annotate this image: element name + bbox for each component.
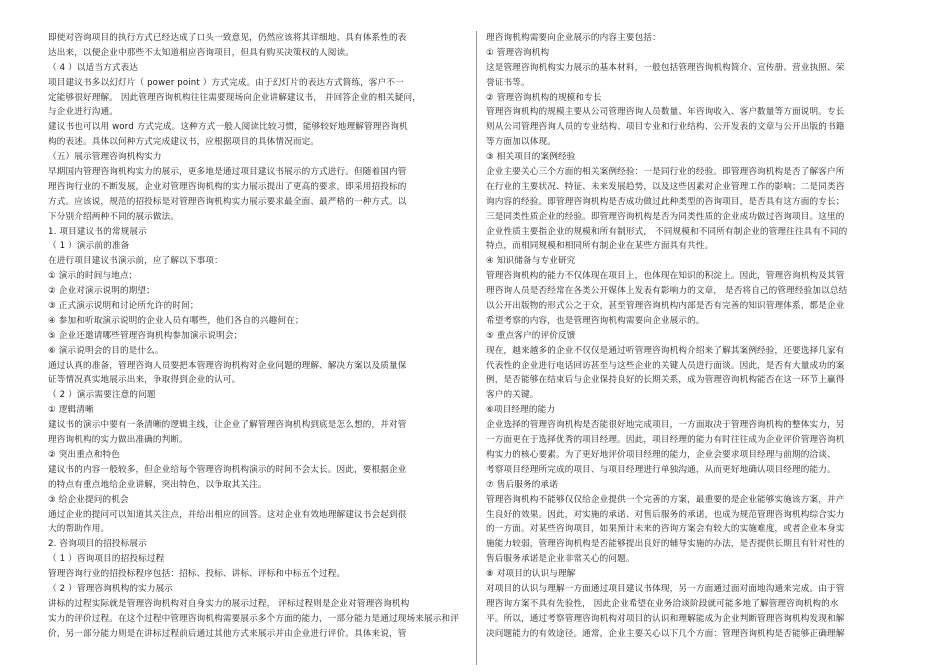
right-text-line: ② 管理咨询机构的规模和专长 [486,92,602,103]
right-text-line: 誉证书等。 [486,77,530,88]
column-divider [476,31,477,665]
left-text-line: 1. 项目建议书的常规展示 [48,226,147,237]
right-text-line: 理咨询人员是否经常在各类公开媒体上发表有影响力的文章， 是否将自己的管理经验加以总结 [486,286,848,297]
right-text-line: 等方面加以体现。 [486,137,556,148]
right-text-line: 管理咨询机构不能够仅仅给企业提供一个完善的方案，最重要的是企业能够实施该方案，并产 [486,494,845,505]
left-text-line: 理咨询行业的不断发展，企业对管理咨询机构的实力展示提出了更高的要求，即采用招投标的 [48,181,407,192]
right-text-line: 现在，越来越多的企业不仅仅是通过听管理咨询机构介绍来了解其案例经验，还要选择几家有 [486,345,845,356]
left-text-line: 下分别介绍两种不同的展示做法。 [48,211,180,222]
right-text-line: ⑥项目经理的能力 [486,405,556,416]
right-text-line: ④ 知识储备与专业研究 [486,256,576,267]
right-text-line: 在行业的主要状况、特征、未来发展趋势，以及这些因素对企业管理工作的影响；二是同类咨 [486,181,845,192]
right-text-line: ⑦ 售后服务的承诺 [486,479,558,490]
left-text-line: 方式。应该说，规范的招投标是对管理咨询机构实力展示要求最全面、最严格的一种方式。以 [48,196,407,207]
left-text-line: 项目建议书多以幻灯片（ power point ）方式完成。由于幻灯片的表达方式简练，客户不一 [48,77,404,88]
left-text-line: （ 2 ）演示需要注意的问题 [48,390,156,401]
left-text-line: 价，另一部分能力则是在讲标过程前后通过其他方式来展示并由企业进行评价。具体来说，管 [48,628,407,639]
right-text-line: 企业性质主要指企业的规模和所有制形式， 不同规模和不同所有制企业的管理往往具有不同的 [486,226,848,237]
right-text-line: 理咨询方案不具有先验性， 因此企业希望在业务洽谈阶段就可能多地了解管理咨询机构的水 [486,598,839,609]
right-text-line: 例，是否能够在结束后与企业保持良好的长期关系，成为管理咨询机构能否在这一环节上赢得 [486,375,845,386]
left-column [48,31,466,665]
left-text-line: 建议书的演示中要有一条清晰的逻辑主线，让企业了解管理咨询机构到底是怎么想的，并对管 [48,420,407,431]
right-text-line: 特点，而相同规模和相同所有制企业在某些方面具有共性。 [486,241,714,252]
left-text-line: （ 4 ）以适当方式表达 [48,62,139,73]
left-text-line: 早期国内管理咨询机构实力的展示，更多地是通过项目建议书展示的方式进行。但随着国内管 [48,167,407,178]
right-text-line: 构实力的核心要素。为了更好地评价项目经理的能力，企业会要求项目经理与前期的洽谈、 [486,449,836,460]
right-text-line: 这是管理咨询机构实力展示的基本材料，一般包括管理咨询机构简介、宣传册、营业执照、荣 [486,62,845,73]
left-text-line: 证等情况真实地展示出来，争取得到企业的认可。 [48,375,241,386]
right-text-line: 企业主要关心三个方面的相关案例经验：一是同行业的经验。即管理咨询机构是否了解客户所 [486,167,845,178]
right-text-line: 对项目的认识与理解一方面通过项目建议书体现，另一方面通过面对面地沟通来完成。由于管 [486,583,845,594]
right-text-line: 考察项目经理所完成的项目、与项目经理进行单独沟通，从而更好地确认项目经理的能力。 [486,464,836,475]
left-text-line: 讲标的过程实际就是管理咨询机构对自身实力的展示过程， 评标过程则是企业对管理咨询机构 [48,598,410,609]
right-column [486,31,894,665]
left-text-line: 实力的评价过程。在这个过程中管理咨询机构需要展示多个方面的能力，一部分能力是通过现场来展示和评 [48,613,459,624]
right-text-line: 平。所以，通过考察管理咨询机构对项目的认识和理解能成为企业判断管理咨询机构发现和解 [486,613,845,624]
right-text-line: 管理咨询机构的能力不仅体现在项目上，也体现在知识的积淀上。因此，管理咨询机构及其管 [486,271,845,282]
left-text-line: 建议书的内容一般较多，但企业给每个管理咨询机构演示的时间不会太长。因此，要根据企业 [48,464,407,475]
left-text-line: 达出来，以便企业中那些不太知道相应咨询项目，但具有购买决策权的人阅读。 [48,47,355,58]
left-text-line: ① 演示的时间与地点； [48,271,138,282]
left-text-line: ① 逻辑清晰 [48,405,94,416]
left-text-line: 理咨询机构的实力做出准确的判断。 [48,435,188,446]
left-text-line: 构的表述。具体以何种方式完成建议书，应根据项目的具体情况而定。 [48,137,320,148]
left-text-line: ③ 给企业提问的机会 [48,494,129,505]
left-text-line: （ 1 ）咨询项目的招投标过程 [48,554,165,565]
right-text-line: ① 管理咨询机构 [486,47,550,58]
right-text-line: 管理咨询机构的规模主要从公司管理咨询人员数量、年咨询收入、客户数量等方面说明。专长 [486,107,845,118]
left-text-line: ⑥ 演示说明会的目的是什么。 [48,345,164,356]
right-text-line: ③ 相关项目的案例经验 [486,152,576,163]
right-text-line: 决问题能力的有效途径。通常，企业主要关心以下几个方面：管理咨询机构是否能够正确理解 [486,628,845,639]
left-text-line: ④ 参加和听取演示说明的企业人员有哪些，他们各自的兴趣何在； [48,315,304,326]
left-text-line: （ 2 ）管理咨询机构的实力展示 [48,583,174,594]
left-text-line: ③ 正式演示说明和讨论所允许的时间； [48,301,199,312]
right-text-line: 希望考察的内容，也是管理咨询机构需要向企业展示的。 [486,315,705,326]
left-text-line: ② 突出重点和特色 [48,449,120,460]
left-text-line: 管理咨询行业的招投标程序包括：招标、投标、讲标、评标和中标五个过程。 [48,569,346,580]
left-text-line: ② 企业对演示说明的期望； [48,286,155,297]
left-text-line: 通过认真的准备，管理咨询人员要把本管理咨询机构对企业问题的理解、解决方案以及质量保 [48,360,407,371]
left-text-line: 与企业进行沟通。 [48,107,118,118]
right-text-line: 代表性的企业进行电话回访甚至与这些企业的关键人员进行面谈。因此，是否有大量成功的案 [486,360,845,371]
right-text-line: 一方面更在于选择优秀的项目经理。因此，项目经理的能力有时往往成为企业评价管理咨询机 [486,435,845,446]
left-text-line: （ 1 ）演示前的准备 [48,241,130,252]
left-text-line: 大的帮助作用。 [48,524,110,535]
right-text-line: ⑤ 重点客户的评价反馈 [486,330,576,341]
left-text-line: 的特点有重点地给企业讲解，突出特色，以争取其关注。 [48,479,267,490]
right-text-line: 理咨询机构需要向企业展示的内容主要包括： [486,33,661,43]
left-text-line: ⑤ 企业还邀请哪些管理咨询机构参加演示说明会； [48,330,243,341]
right-text-line: ⑧ 对项目的认识与理解 [486,569,576,580]
right-text-line: 客户的关键。 [486,390,539,401]
left-text-line: 建议书也可以用 word 方式完成。这种方式一般人阅读比较习惯，能够较好地理解管理咨询机 [48,122,408,133]
right-text-line: 施能力较弱，管理咨询机构是否能够提出良好的辅导实施的办法，是否提供长期且有针对性的 [486,539,845,550]
right-text-line: 企业选择的管理咨询机构是否能很好地完成项目，一方面取决于管理咨询机构的整体实力，另 [486,420,845,431]
right-text-line: 三是同类性质企业的经验。即管理咨询机构是否为同类性质的企业成功做过咨询项目。这里的 [486,211,845,222]
right-text-line: 以公开出版物的形式公之于众，甚至管理咨询机构内部是否有完善的知识管理体系，都是企业 [486,301,845,312]
right-text-line: 生良好的效果。因此，对实施的承诺、对售后服务的承诺，也成为规范管理咨询机构综合实力 [486,509,845,520]
right-text-line: 则从公司管理咨询人员的专业结构、项目专业和行业结构、公开发表的文章与公开出版的书籍 [486,122,845,133]
left-text-line: 即使对咨询项目的执行方式已经达成了口头一致意见，仍然应该将其详细地、具有体系性的表 [48,33,407,43]
right-text-line: 售后服务承诺是企业非常关心的问题。 [486,554,635,565]
left-text-line: 通过企业的提问可以知道其关注点，并给出相应的回答。这对企业有效地理解建议书会起到很 [48,509,407,520]
left-text-line: 定能够很好理解。 因此管理咨询机构往往需要现场向企业讲解建议书， 并回答企业的相关疑问， [48,92,422,103]
left-text-line: 在进行项目建议书演示前，应了解以下事项： [48,256,223,267]
left-text-line: （五）展示管理咨询机构实力 [48,152,162,163]
left-text-line: 2. 咨询项目的招投标展示 [48,539,147,550]
right-text-line: 询内容的经验。即管理咨询机构是否成功做过此种类型的咨询项目，是否具有这方面的专长； [486,196,845,207]
right-text-line: 的一方面。对某些咨询项目，如果预计未来的咨询方案会有较大的实施难度，或者企业本身实 [486,524,845,535]
